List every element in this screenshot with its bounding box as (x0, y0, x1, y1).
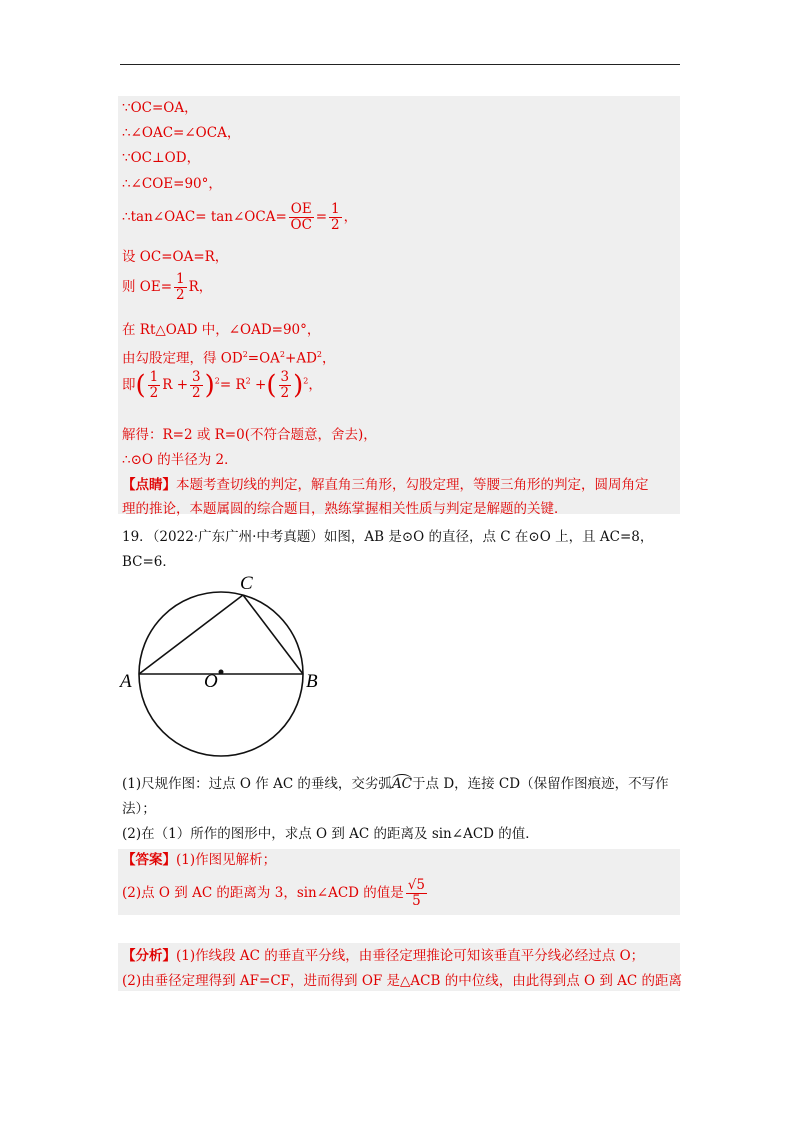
segment-bc (243, 595, 303, 674)
answer-line-1: 【答案】(1)作图见解析； (122, 852, 277, 868)
solution-line-5: ∴tan∠OAC= tan∠OCA= $\frac{OE}{OC}$ = $\frac{1}{2}$ ， (122, 201, 358, 233)
analysis-line-1: 【分析】(1)作线段 AC 的垂直平分线，由垂径定理推论可知该垂直平分线必经过点 O； (122, 948, 645, 964)
label-o: O (204, 671, 218, 692)
part2-line: (2)在（1）所作的图形中，求点 O 到 AC 的距离及 sin∠ACD 的值． (122, 826, 539, 842)
circle-figure (110, 570, 330, 770)
segment-ac (139, 595, 243, 674)
part1-line-2: 法）； (122, 801, 156, 817)
solution-line-4: ∴∠COE=90°， (122, 176, 222, 192)
analysis-line-2: (2)由垂径定理得到 AF=CF，进而得到 OF 是△ACB 的中位线，由此得到点 O 到 AC 的距离 (122, 973, 683, 989)
solution-line-2: ∴∠OAC=∠OCA， (122, 125, 241, 141)
fraction-oe-oc: $\frac{OE}{OC}$ (290, 201, 312, 233)
solution-line-9: 由勾股定理，得 $OD^2=OA^2+AD^2$， (122, 350, 336, 367)
center-point (219, 670, 224, 675)
comment-label: 【点睛】 (122, 477, 176, 493)
fraction-half-r: $\frac{1}{2}$ (176, 271, 185, 303)
solution-line-1: ∵OC=OA， (122, 100, 198, 116)
solution-line-8: 在 Rt△OAD 中，∠OAD=90°， (122, 322, 321, 338)
analysis-label: 【分析】 (122, 948, 176, 964)
solution-line-11: 解得：R=2 或 R=0(不符合题意，舍去)， (122, 427, 377, 443)
answer-label: 【答案】 (122, 852, 176, 868)
solution-line-7: 则 OE= $\frac{1}{2}$ R， (122, 271, 213, 303)
solution-line-6: 设 OC=OA=R， (122, 249, 229, 265)
solution-line-3: ∵OC⊥OD， (122, 150, 201, 166)
question-line-2: BC=6． (122, 554, 176, 570)
solution-line-12: ∴⊙O 的半径为 2． (122, 452, 238, 468)
label-b: B (306, 671, 318, 692)
label-c: C (240, 573, 253, 594)
header-rule (120, 64, 680, 65)
comment-line-1: 【点睛】本题考查切线的判定，解直角三角形，勾股定理，等腰三角形的判定，圆周角定 (122, 477, 649, 493)
label-a: A (120, 671, 132, 692)
question-line-1: 19．（2022·广东广州·中考真题）如图，AB 是⊙O 的直径，点 C 在⊙O 上，且 AC=8， (122, 529, 654, 545)
fraction-sqrt5-5: $\frac{√5}{5}$ (407, 877, 425, 909)
fraction-half: $\frac{1}{2}$ (331, 201, 340, 233)
solution-line-10: 即( $\frac{1}{2}$ R + $\frac{3}{2}$ )$^2= R^2$ +( $\frac{3}{2}$ )$^2$， (122, 369, 322, 401)
part1-line-1: (1)尺规作图：过点 O 作 AC 的垂线，交劣弧AC于点 D，连接 CD（保留作图痕迹，不写作 (122, 776, 669, 792)
comment-line-2: 理的推论，本题属圆的综合题目，熟练掌握相关性质与判定是解题的关键． (122, 501, 568, 517)
arc-ac: AC (391, 776, 413, 792)
answer-line-2: (2)点 O 到 AC 的距离为 3，sin∠ACD 的值是 $\frac{√5}{5}$ (122, 877, 425, 909)
